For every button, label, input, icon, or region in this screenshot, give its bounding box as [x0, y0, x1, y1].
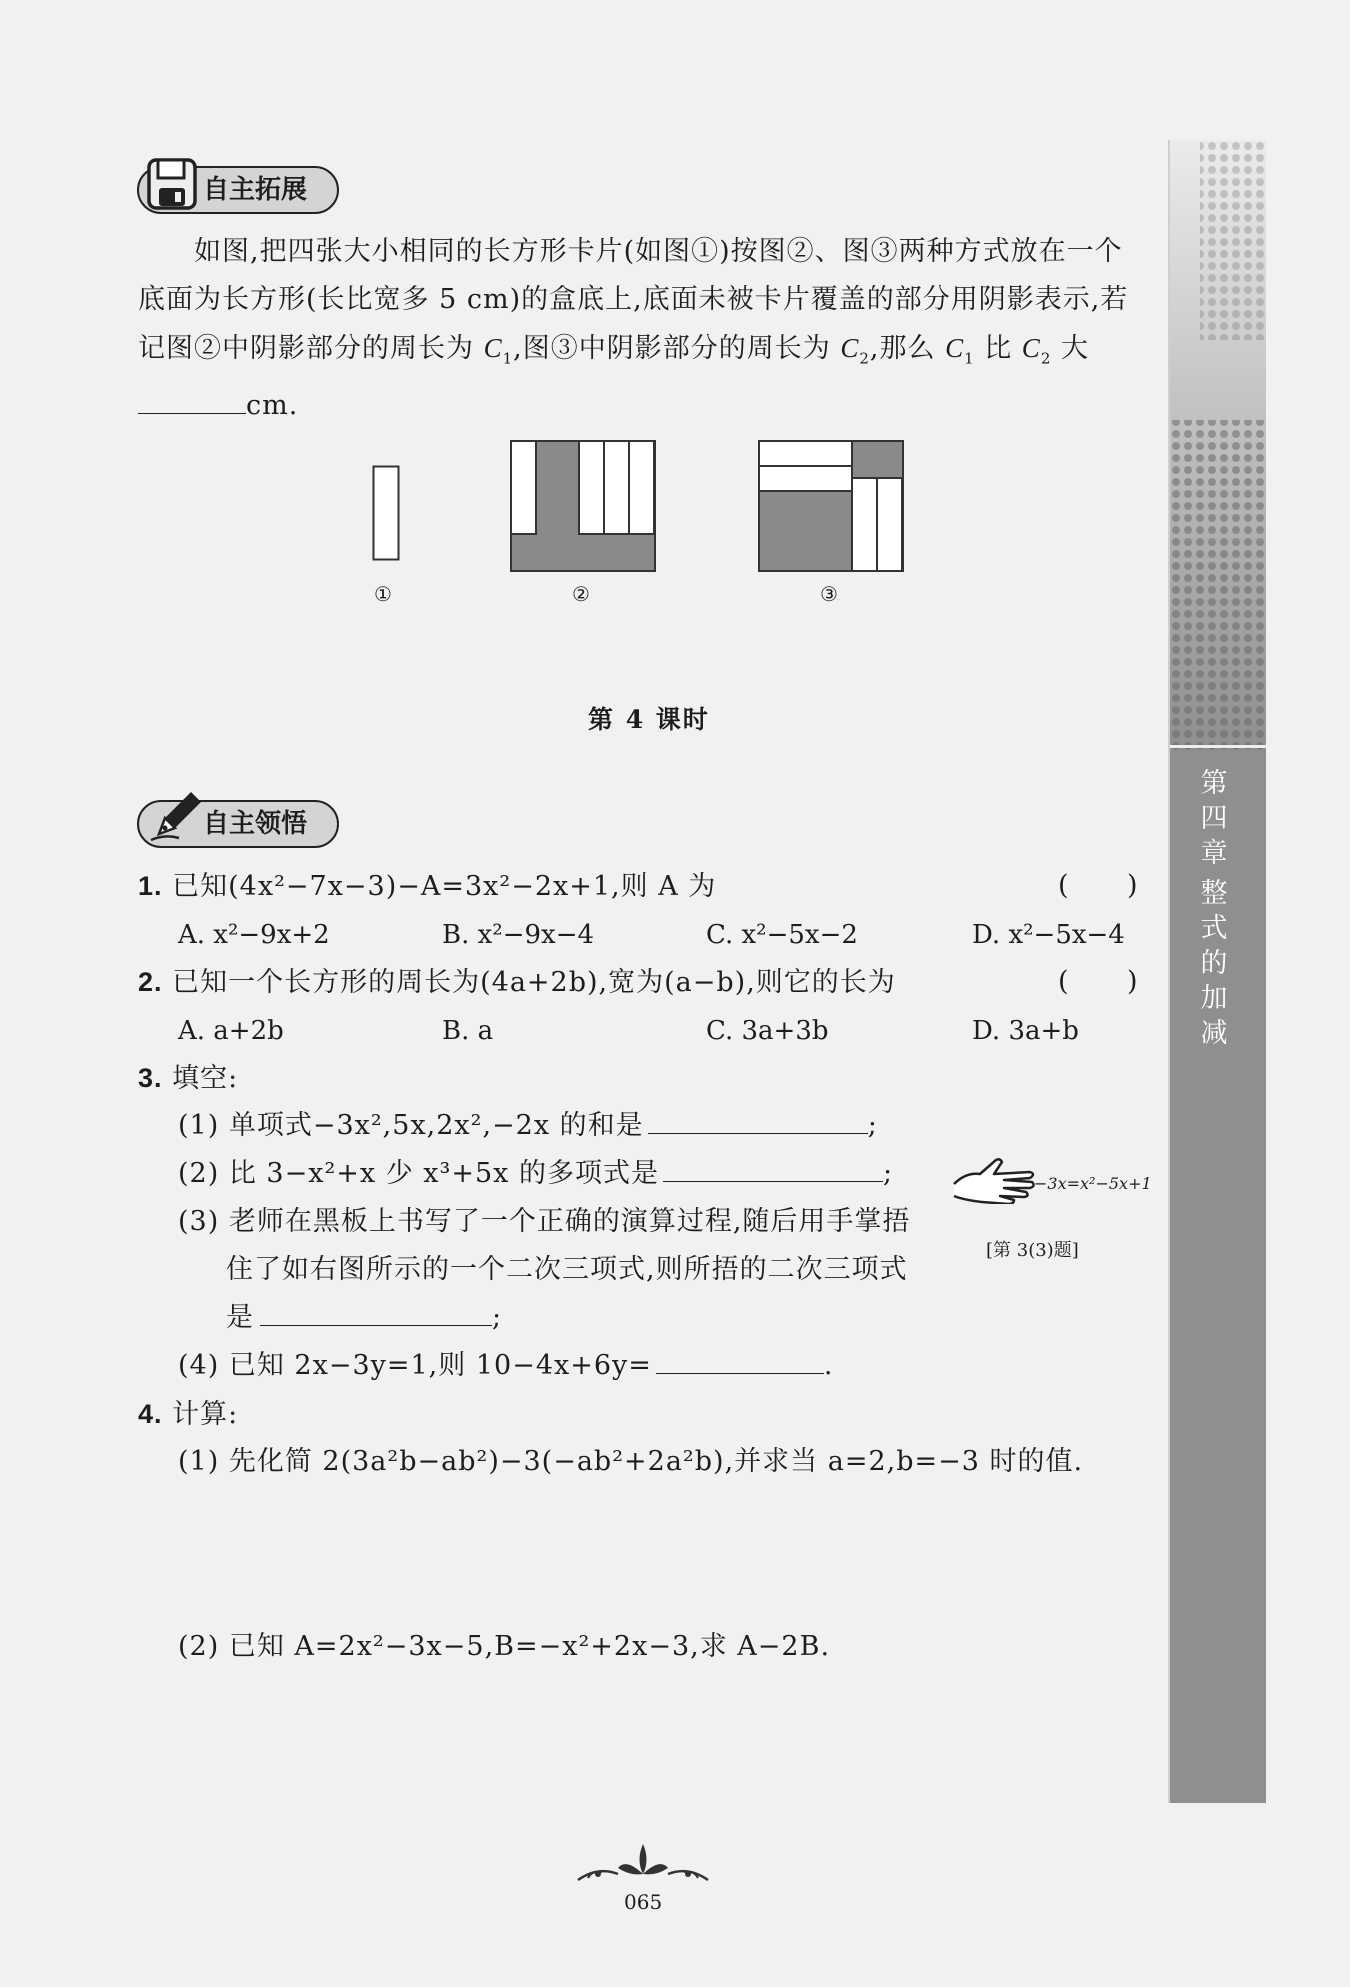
figure-1-card — [372, 465, 400, 561]
q2-option-b[interactable]: B. a — [442, 1016, 494, 1046]
section-badge-comprehension — [137, 800, 339, 848]
figure-2-box — [510, 440, 656, 572]
problem-text — [138, 228, 1148, 430]
problem-line-4: cm. — [138, 382, 1148, 430]
pen-icon — [145, 784, 207, 846]
page-number: 065 — [624, 1890, 663, 1914]
figure-3-label: ③ — [820, 582, 838, 606]
question-4: 4. 计算: — [138, 1399, 239, 1430]
chapter-title: 整 式 的 加 减 — [1200, 878, 1228, 1049]
c2-symbol: C — [840, 333, 860, 363]
q1-option-a[interactable]: A. x²−9x+2 — [178, 920, 330, 950]
c1-symbol: C — [483, 333, 503, 363]
q3-3-blank[interactable] — [260, 1299, 492, 1326]
question-3: 3. 填空: — [138, 1063, 239, 1094]
figure-2-label: ② — [572, 582, 590, 606]
section-badge-extension — [137, 166, 339, 214]
q3-item-3-cont2: 是 ; — [226, 1294, 502, 1342]
figure-1-label: ① — [374, 582, 392, 606]
q3-4-blank[interactable] — [656, 1347, 824, 1374]
badge-label: 自主拓展 — [203, 175, 308, 205]
hand-covering-icon — [950, 1150, 1040, 1204]
q1-option-b[interactable]: B. x²−9x−4 — [442, 920, 595, 950]
figure-3-box — [758, 440, 904, 572]
question-2: 2. 已知一个长方形的周长为(4a+2b),宽为(a−b),则它的长为 — [138, 967, 896, 998]
problem-line-2: 底面为长方形(长比宽多 5 cm)的盒底上,底面未被卡片覆盖的部分用阴影表示,若 — [138, 284, 1129, 315]
q4-item-1: (1) 先化简 2(3a²b−ab²)−3(−ab²+2a²b),并求当 a=2,b=−3 时的值. — [178, 1446, 1084, 1477]
q3-item-3-cont: 住了如右图所示的一个二次三项式,则所捂的二次三项式 — [226, 1254, 908, 1285]
q2-option-a[interactable]: A. a+2b — [178, 1016, 284, 1046]
q2-option-c[interactable]: C. 3a+3b — [706, 1016, 829, 1046]
question-2-answer-paren[interactable]: ( ) — [1058, 966, 1139, 997]
answer-blank[interactable] — [138, 387, 246, 414]
badge-label: 自主领悟 — [203, 809, 308, 839]
lesson-title: 第 4 课时 — [588, 705, 710, 734]
q3-item-1: (1) 单项式−3x²,5x,2x²,−2x 的和是 ; — [178, 1102, 878, 1150]
q3-1-blank[interactable] — [648, 1107, 868, 1134]
chapter-number: 第 四 章 — [1200, 768, 1228, 869]
q1-option-d[interactable]: D. x²−5x−4 — [972, 920, 1125, 950]
q3-item-3: (3) 老师在黑板上书写了一个正确的演算过程,随后用手掌捂 — [178, 1206, 911, 1237]
floppy-disk-icon — [145, 154, 201, 214]
halftone-pattern — [1170, 140, 1266, 750]
q4-item-2: (2) 已知 A=2x²−3x−5,B=−x²+2x−3,求 A−2B. — [178, 1631, 831, 1662]
floral-ornament-icon — [568, 1838, 718, 1888]
q3-item-2: (2) 比 3−x²+x 少 x³+5x 的多项式是 ; — [178, 1150, 893, 1198]
q3-2-blank[interactable] — [663, 1155, 883, 1182]
question-1: 1. 已知(4x²−7x−3)−A=3x²−2x+1,则 A 为 — [138, 871, 717, 902]
q1-option-c[interactable]: C. x²−5x−2 — [706, 920, 858, 950]
question-1-answer-paren[interactable]: ( ) — [1058, 870, 1139, 901]
figure-caption: [第 3(3)题] — [986, 1240, 1079, 1261]
problem-line-3: 记图②中阴影部分的周长为 $C_1$,图③中阴影部分的周长为 $C_2$,那么 $C_1$ 比 $C_2$ 大 — [138, 333, 1089, 368]
problem-line-1: 如图,把四张大小相同的长方形卡片(如图①)按图②、图③两种方式放在一个 — [194, 236, 1123, 267]
hand-equation: −3x=x²−5x+1 — [1034, 1174, 1152, 1193]
q2-option-d[interactable]: D. 3a+b — [972, 1016, 1079, 1046]
q3-item-4: (4) 已知 2x−3y=1,则 10−4x+6y= . — [178, 1342, 834, 1390]
